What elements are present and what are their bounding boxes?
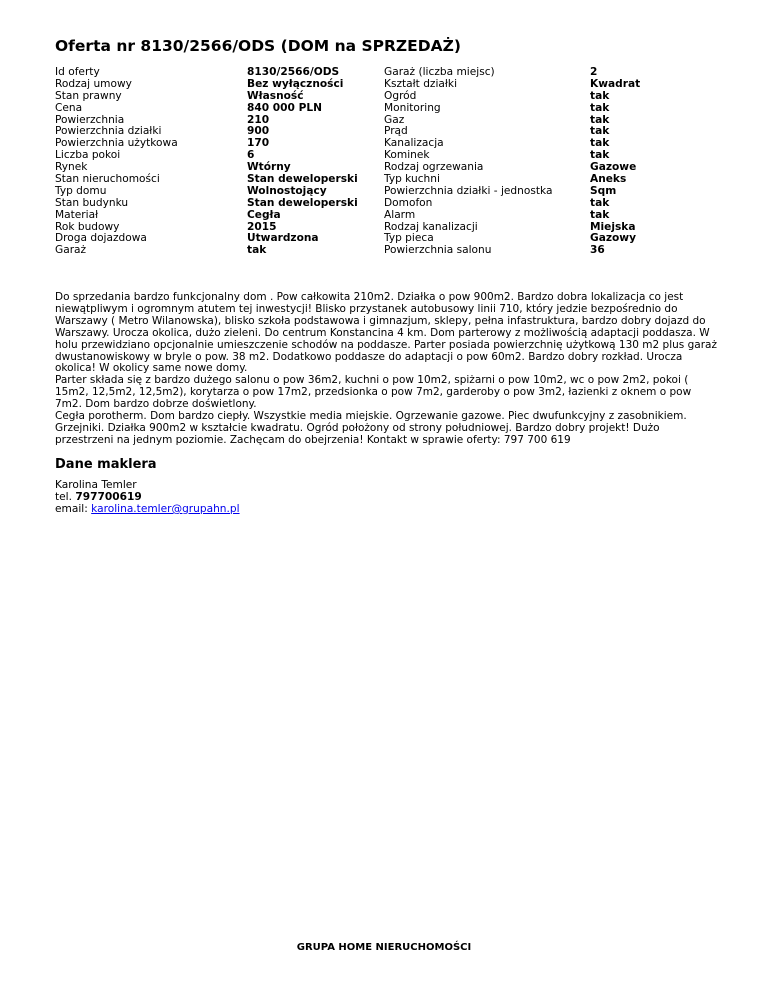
property-label-left: Powierzchnia działki bbox=[55, 125, 162, 138]
property-value-right: Kwadrat bbox=[590, 77, 641, 90]
agent-email-row bbox=[55, 504, 240, 516]
agent-heading: Dane maklera bbox=[55, 457, 157, 472]
properties-right-values bbox=[590, 67, 640, 257]
properties-left-labels bbox=[55, 67, 178, 257]
property-value-left: 8130/2566/ODS bbox=[247, 66, 340, 78]
property-value-right: tak bbox=[590, 196, 610, 209]
property-value-right: Aneks bbox=[590, 173, 627, 186]
property-label-right: Typ pieca bbox=[384, 232, 434, 245]
property-label-right: Alarm bbox=[384, 208, 416, 221]
property-label-right: Typ kuchni bbox=[384, 173, 440, 186]
property-value-right: tak bbox=[590, 89, 610, 102]
property-value-right: Gazowe bbox=[590, 161, 637, 174]
property-label-right: Garaż (liczba miejsc) bbox=[384, 66, 495, 78]
property-value-right: Gazowy bbox=[590, 232, 636, 245]
property-value-left: 6 bbox=[247, 149, 255, 162]
property-label-right: Rodzaj ogrzewania bbox=[384, 161, 484, 174]
property-label-left: Rok budowy bbox=[55, 220, 120, 233]
property-label-left: Typ domu bbox=[55, 184, 107, 197]
property-label-left: Garaż bbox=[55, 244, 87, 257]
property-label-right: Prąd bbox=[384, 125, 408, 138]
page-title: Oferta nr 8130/2566/ODS (DOM na SPRZEDAŻ) bbox=[55, 37, 461, 55]
property-value-right: 2 bbox=[590, 66, 598, 78]
property-label-left: Materiał bbox=[55, 208, 99, 221]
description-paragraph: Parter składa się z bardzo dużego salonu o pow 36m2, kuchni o pow 10m2, spiżarni o pow 10m2, wc o pow 2m2, pokoi ( 15m2, 12,5m2, 12,5m2), korytarza o pow 17m2, przedsionka o pow 7m2, garderoby o pow 3m2, łazienki z oknem o pow 7m2. Dom bardzo dobrze doświetlony. bbox=[55, 374, 692, 411]
property-label-left: Id oferty bbox=[55, 66, 100, 78]
property-label-left: Powierzchnia użytkowa bbox=[55, 137, 178, 150]
property-value-left: Wtórny bbox=[247, 161, 291, 174]
property-value-right: Miejska bbox=[590, 220, 636, 233]
property-value-left: Bez wyłączności bbox=[247, 77, 344, 90]
property-value-left: 900 bbox=[247, 125, 270, 138]
properties-left-values bbox=[247, 67, 358, 257]
agent-details bbox=[55, 480, 240, 516]
property-value-left: Stan deweloperski bbox=[247, 173, 358, 186]
property-label-right: Ogród bbox=[384, 89, 417, 102]
property-label-left: Powierzchnia bbox=[55, 113, 125, 126]
property-value-right: tak bbox=[590, 125, 610, 138]
property-label-right: Powierzchnia działki - jednostka bbox=[384, 184, 553, 197]
properties-right-labels bbox=[384, 67, 552, 257]
property-label-left: Cena bbox=[55, 101, 83, 114]
property-label-left: Stan prawny bbox=[55, 89, 122, 102]
description-paragraph: Do sprzedania bardzo funkcjonalny dom . Pow całkowita 210m2. Działka o pow 900m2. Bardzo dobra lokalizacja co jest niewątpliwym i ogromnym atutem tej inwestycji! Blisko przystanek autobusowy linii 710, który jedzie bezpośrednio do Warszawy ( Metro Wilanowska), blisko szkoła podstawowa i gimnazjum, sklepy, pełna infastruktura, bardzo dobry dojazd do Warszawy. Urocza okolica, dużo zieleni. Do centrum Konstancina 4 km. Dom parterowy z możliwością adaptacji poddasza. W holu przewidziano opcjonalnie umieszczenie schodów na poddasze. Parter posiada powierzchnię użytkową 130 m2 plus garaż dwustanowiskowy w bryle o pow. 38 m2. Dodatkowo poddasze do adaptacji o pow 60m2. Bardzo dobry rozkład. Urocza okolica! W okolicy same nowe domy. bbox=[55, 291, 717, 375]
agent-email-label: email: bbox=[55, 502, 88, 515]
agent-name: Karolina Temler bbox=[55, 479, 137, 491]
property-value-left: Cegła bbox=[247, 208, 281, 221]
footer-brand: GRUPA HOME NIERUCHOMOŚCI bbox=[296, 942, 472, 953]
property-label-right: Powierzchnia salonu bbox=[384, 244, 492, 257]
agent-email-link[interactable]: karolina.temler@grupahn.pl bbox=[91, 502, 240, 515]
property-value-left: 210 bbox=[247, 113, 270, 126]
property-value-right: Sqm bbox=[590, 184, 617, 197]
property-value-right: tak bbox=[590, 149, 610, 162]
property-value-right: tak bbox=[590, 101, 610, 114]
property-label-right: Kanalizacja bbox=[384, 137, 444, 150]
property-label-right: Kominek bbox=[384, 149, 430, 162]
property-label-right: Rodzaj kanalizacji bbox=[384, 220, 478, 233]
property-label-left: Droga dojazdowa bbox=[55, 232, 147, 245]
property-label-right: Gaz bbox=[384, 113, 405, 126]
property-value-left: 170 bbox=[247, 137, 270, 150]
property-label-left: Liczba pokoi bbox=[55, 149, 121, 162]
property-value-right: tak bbox=[590, 208, 610, 221]
property-value-left: tak bbox=[247, 244, 267, 257]
property-value-left: Utwardzona bbox=[247, 232, 319, 245]
property-label-left: Rodzaj umowy bbox=[55, 77, 132, 90]
property-value-right: 36 bbox=[590, 244, 605, 257]
property-value-left: 840 000 PLN bbox=[247, 101, 322, 114]
property-value-left: Wolnostojący bbox=[247, 184, 327, 197]
property-label-left: Stan nieruchomości bbox=[55, 173, 160, 186]
property-label-right: Kształt działki bbox=[384, 77, 458, 90]
property-value-right: tak bbox=[590, 113, 610, 126]
property-label-right: Monitoring bbox=[384, 101, 441, 114]
property-value-left: Stan deweloperski bbox=[247, 196, 358, 209]
property-label-right: Domofon bbox=[384, 196, 433, 209]
agent-phone-label: tel. bbox=[55, 490, 72, 503]
property-value-left: 2015 bbox=[247, 220, 277, 233]
property-label-left: Stan budynku bbox=[55, 196, 129, 209]
property-value-right: tak bbox=[590, 137, 610, 150]
agent-phone: 797700619 bbox=[75, 490, 142, 503]
description-paragraph: Cegła porotherm. Dom bardzo ciepły. Wszystkie media miejskie. Ogrzewanie gazowe. Piec dwufunkcyjny z zasobnikiem. Grzejniki. Działka 900m2 w kształcie kwadratu. Ogród położony od strony południowej. Bardzo dobry projekt! Dużo przestrzeni na jednym poziomie. Zachęcam do obejrzenia! Kontakt w sprawie oferty: 797 700 619 bbox=[55, 410, 687, 446]
property-value-left: Własność bbox=[247, 89, 304, 102]
description bbox=[55, 292, 720, 447]
property-label-left: Rynek bbox=[55, 161, 88, 174]
